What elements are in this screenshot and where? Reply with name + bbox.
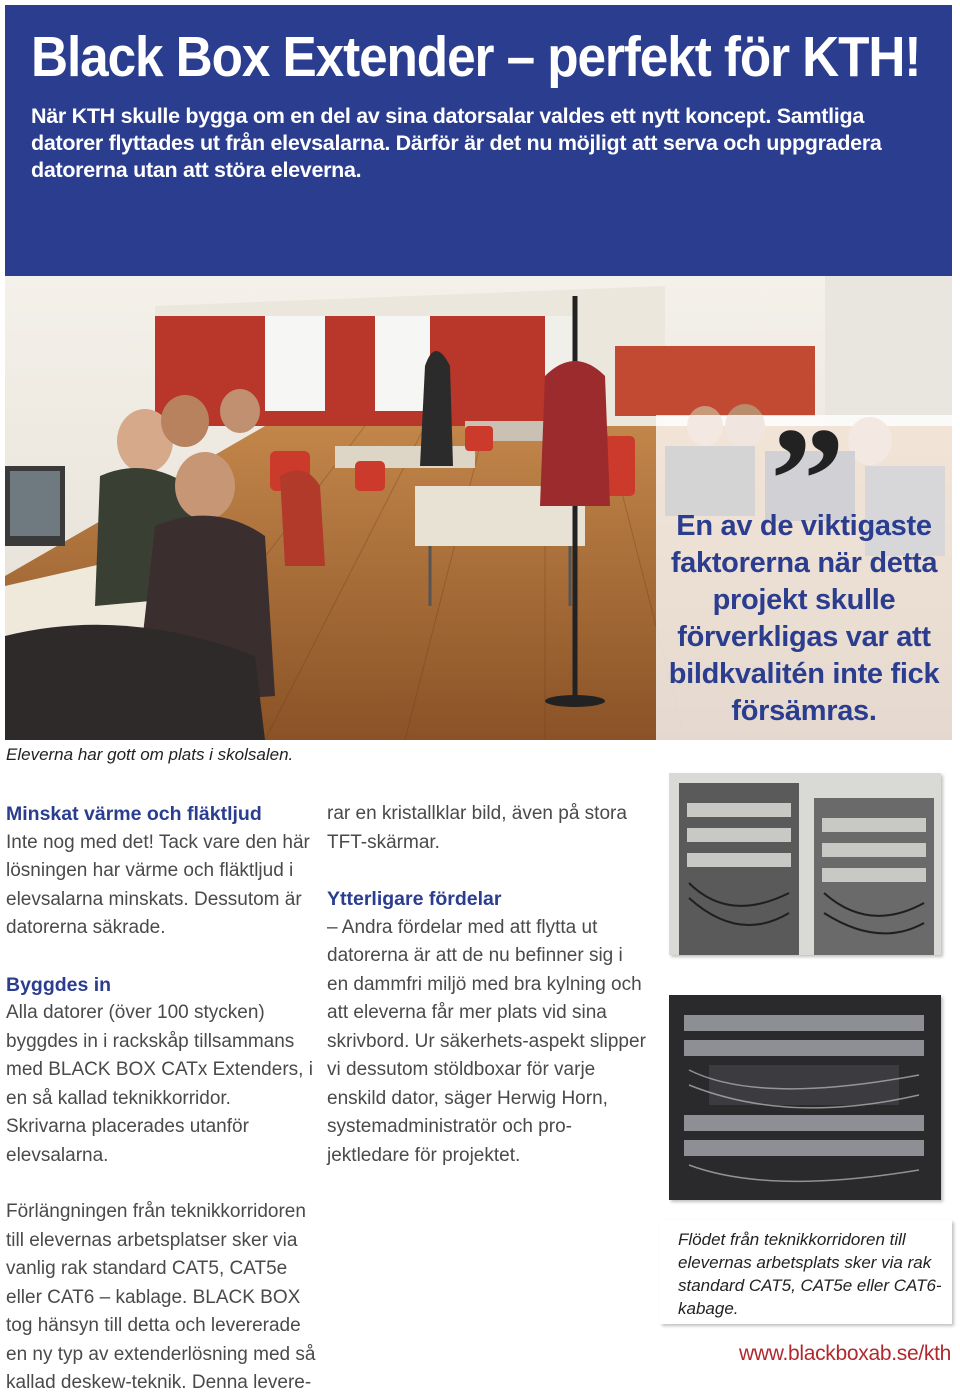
paragraph-continuation: rar en kristallklar bild, även på stora TFT-skärmar.	[327, 803, 627, 853]
paragraph-byggdes-in: Alla datorer (över 100 stycken) byggdes in i rackskåp tillsammans med BLACK BOX CATx Extenders, i en så kallad teknikkorridor. Skrivarna placerades utanför elevsalarna.	[6, 1002, 313, 1166]
column-1	[6, 800, 316, 1398]
footer-url-link[interactable]: www.blackboxab.se/kth	[739, 1342, 951, 1365]
heading-byggdes-in: Byggdes in	[6, 973, 112, 996]
rack-photo-top	[669, 773, 941, 955]
heading-ytterligare-fordelar: Ytterligare fördelar	[327, 888, 502, 910]
paragraph-forlangningen: Förlängningen från teknikkorridoren till elevernas arbetsplatser sker via vanlig rak standard CAT5, CAT5e eller CAT6 – kablage. BLACK BOX tog hänsyn till detta och levererade en ny typ av extenderlösning med så kallad deskew-teknik. Denna levere-	[6, 1201, 316, 1393]
quote-mark-icon: ”	[770, 397, 845, 563]
photo-caption: Eleverna har gott om plats i skolsalen.	[6, 745, 294, 764]
page-title: Black Box Extender – perfekt för KTH!	[31, 25, 921, 89]
header-banner	[5, 5, 952, 276]
server-rack-illustration	[669, 773, 941, 955]
rack-photo-bottom	[669, 995, 941, 1200]
intro-text: När KTH skulle bygga om en del av sina datorsalar valdes ett nytt koncept. Samtliga datorer flyttades ut från elevsalarna. Därför är det nu möjligt att serva och uppgradera datorerna utan att störa eleverna.	[31, 104, 882, 182]
pull-quote-text: En av de viktigaste faktorerna när detta projekt skulle förverkligas var att bildkvalitén inte fick försämras.	[668, 510, 940, 727]
paragraph-minskat-varme: Inte nog med det! Tack vare den här lösningen har värme och fläktljud i elevsalarna minskats. Dessutom är datorerna säkrade.	[6, 831, 310, 938]
paragraph-ytterligare-fordelar: – Andra fördelar med att flytta ut datorerna är att de nu befinner sig i en dammfri miljö med bra kylning och att eleverna får mer plats vid sina skrivbord. Ur säkerhets-aspekt slipper vi dessutom stöldboxar för varje enskild dator, säger Herwig Horn, systemadministratör och pro-jektledare för projektet.	[327, 916, 646, 1166]
heading-minskat-varme: Minskat värme och fläktljud	[6, 803, 262, 825]
column-2	[327, 800, 647, 1170]
figure-caption: Flödet från teknikkorridoren till elevernas arbetsplats sker via rak standard CAT5, CAT5e eller CAT6-kabage.	[660, 1220, 952, 1324]
server-rack-closeup-illustration	[669, 995, 941, 1200]
